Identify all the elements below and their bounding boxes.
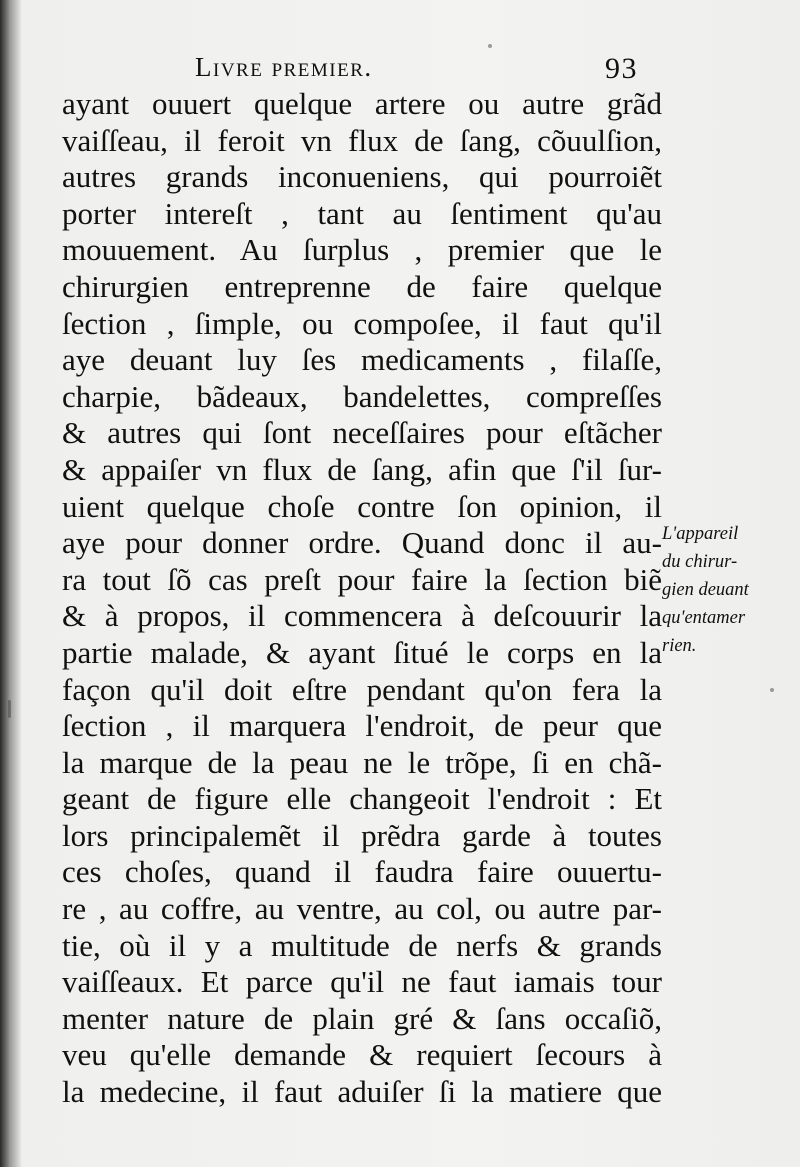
text-line: re , au coffre, au ventre, au col, ou autre par- [62,891,662,927]
text-line: partie malade, & ayant ſitué le corps en la [62,634,662,670]
ink-speck [8,700,11,718]
text-line: ra tout ſõ cas preſt pour faire la ſection biẽ [62,561,662,597]
marginal-note-line: du chirur- [662,552,738,572]
marginal-note [662,520,800,660]
text-line: ayant ouuert quelque artere ou autre grãd [62,86,662,121]
text-line: la marque de la peau ne le trõpe, ſi en chã- [62,744,662,780]
text-line: lors principalemẽt il prẽdra garde à toutes [62,817,662,853]
marginal-note-line: L'appareil [662,524,739,544]
text-line: & autres qui ſont neceſſaires pour eſtãcher [62,415,662,451]
marginal-note-line: gien deuant [662,580,749,600]
text-line: aye pour donner ordre. Quand donc il au- [62,525,662,561]
text-line: porter intereſt , tant au ſentiment qu'au [62,195,662,231]
main-text [62,86,662,1111]
text-line: tie, où il y a multitude de nerfs & grands [62,927,662,963]
text-line: autres grands inconueniens, qui pourroiẽt [62,159,662,195]
marginal-note-line: rien. [662,636,697,656]
text-line: ſection , il marquera l'endroit, de peur que [62,708,662,744]
marginal-note-line: qu'entamer [662,608,746,628]
text-line: & appaiſer vn flux de ſang, afin que ſ'il ſur- [62,451,662,487]
text-line: chirurgien entreprenne de faire quelque [62,268,662,304]
text-line: veu qu'elle demande & requiert ſecours à [62,1037,662,1073]
text-line: vaiſſeau, il feroit vn flux de ſang, cõuulſion, [62,122,662,158]
text-line: charpie, bãdeaux, bandelettes, compreſſes [62,378,662,414]
running-title: Livre premier. [195,52,373,82]
text-line: uient quelque choſe contre ſon opinion, il [62,488,662,524]
ink-speck [488,44,492,48]
text-line: façon qu'il doit eſtre pendant qu'on fera la [62,671,662,707]
spine-shadow [0,0,22,1167]
text-line: aye deuant luy ſes medicaments , filaſſe, [62,342,662,378]
text-line: ces choſes, quand il faudra faire ouuertu- [62,854,662,890]
text-line: geant de figure elle changeoit l'endroit : Et [62,781,662,817]
ink-speck [770,688,774,692]
text-line: vaiſſeaux. Et parce qu'il ne faut iamais tour [62,964,662,1000]
text-line: la medecine, il faut aduiſer ſi la matiere que [62,1074,662,1110]
text-line: & à propos, il commencera à deſcouurir la [62,598,662,634]
text-line: mouuement. Au ſurplus , premier que le [62,232,662,268]
page-number: 93 [605,52,638,85]
running-head [195,52,645,88]
text-line: menter nature de plain gré & ſans occaſiõ, [62,1000,662,1036]
text-line: ſection , ſimple, ou compoſee, il faut qu'il [62,305,662,341]
